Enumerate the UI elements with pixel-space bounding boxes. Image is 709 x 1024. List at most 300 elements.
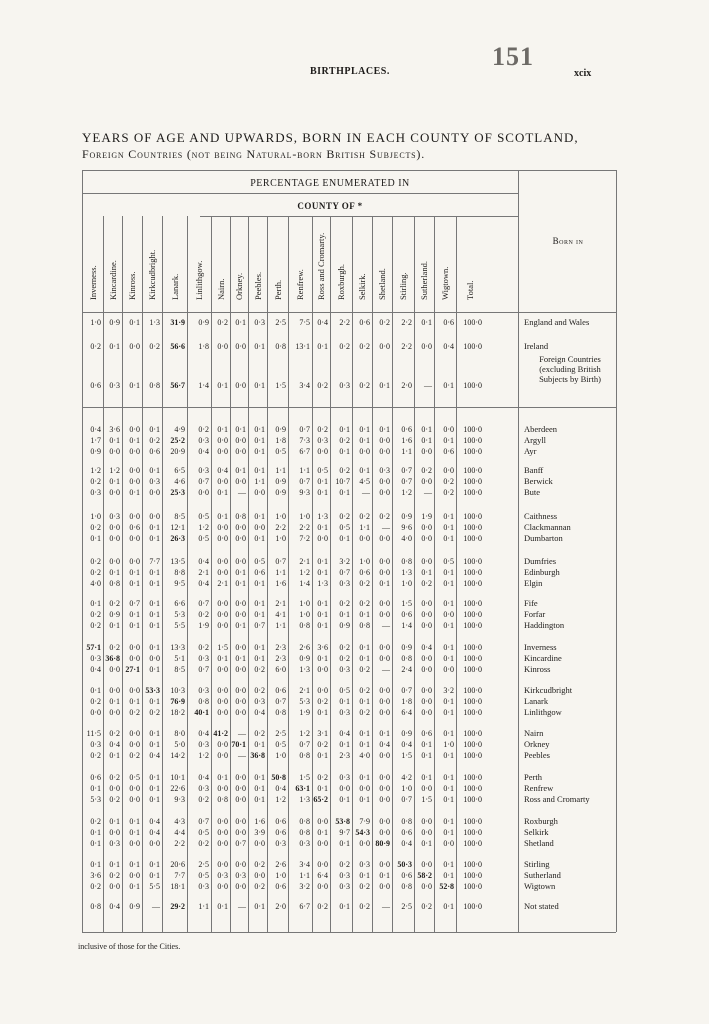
table-cell: 0·2: [317, 773, 328, 782]
table-cell: 0·0: [443, 665, 454, 674]
table-cell: 0·1: [149, 568, 160, 577]
table-cell: 0·1: [149, 643, 160, 652]
table-cell: 0·1: [359, 643, 370, 652]
table-cell: 0·0: [217, 621, 228, 630]
table-cell: 0·1: [443, 654, 454, 663]
table-cell: —: [238, 751, 246, 760]
table-cell: 0·0: [235, 643, 246, 652]
table-cell: 100·0: [463, 579, 482, 588]
table-cell: 100·0: [463, 534, 482, 543]
table-cell: 0·2: [254, 860, 265, 869]
table-cell: 0·0: [421, 447, 432, 456]
table-cell: 1·1: [275, 466, 286, 475]
table-cell: 0·8: [299, 828, 310, 837]
table-cell: 0·1: [254, 381, 265, 390]
table-row: [82, 578, 616, 589]
table-cell: 0·1: [217, 902, 228, 911]
table-cell: 0·0: [317, 839, 328, 848]
table-cell: 0·0: [443, 466, 454, 475]
table-cell: 1·0: [275, 534, 286, 543]
table-cell: 0·7: [198, 477, 209, 486]
birthplace-label: Ross and Cromarty: [524, 794, 590, 804]
column-header-label: Lanark.: [169, 273, 180, 300]
table-cell: 0·1: [379, 579, 390, 588]
table-cell: 0·1: [317, 523, 328, 532]
table-cell: 0·2: [90, 621, 101, 630]
table-cell: 5·0: [174, 740, 185, 749]
table-cell: 0·8: [109, 579, 120, 588]
table-cell: 6·5: [174, 466, 185, 475]
table-cell: 13·3: [170, 643, 185, 652]
table-cell: 7·7: [149, 557, 160, 566]
table-cell: 0·1: [443, 523, 454, 532]
table-cell: 0·2: [339, 643, 350, 652]
table-cell: 0·2: [198, 643, 209, 652]
table-cell: 0·0: [317, 665, 328, 674]
table-cell: 0·0: [217, 784, 228, 793]
table-cell: 100·0: [463, 447, 482, 456]
table-cell: 4·6: [174, 477, 185, 486]
table-cell: 0·9: [401, 512, 412, 521]
table-cell: 0·8: [401, 557, 412, 566]
table-cell: 0·0: [339, 784, 350, 793]
table-row: [82, 838, 616, 849]
table-cell: 0·0: [235, 436, 246, 445]
column-header: [187, 224, 211, 310]
table-cell: 10·1: [170, 773, 185, 782]
table-cell: 10·3: [170, 686, 185, 695]
table-cell: 0·2: [90, 610, 101, 619]
table-cell: 0·3: [317, 436, 328, 445]
table-cell: 0·3: [339, 381, 350, 390]
table-row: [82, 511, 616, 522]
table-cell: 2·3: [339, 751, 350, 760]
table-cell: 0·1: [339, 534, 350, 543]
table-cell: 0·7: [129, 599, 140, 608]
table-cell: 0·1: [443, 512, 454, 521]
table-cell: 0·4: [339, 729, 350, 738]
table-cell: 0·4: [443, 342, 454, 351]
table-cell: 0·0: [317, 447, 328, 456]
table-cell: 0·2: [359, 882, 370, 891]
table-cell: 65·2: [313, 795, 328, 804]
table-cell: 0·9: [275, 425, 286, 434]
table-cell: 1·2: [109, 466, 120, 475]
table-cell: 0·8: [275, 708, 286, 717]
table-cell: 0·1: [317, 610, 328, 619]
table-cell: 1·2: [275, 795, 286, 804]
table-cell: 100·0: [463, 817, 482, 826]
table-cell: 0·2: [359, 599, 370, 608]
table-cell: 0·2: [317, 740, 328, 749]
table-cell: 1·9: [299, 708, 310, 717]
table-heading-line-2: Foreign Countries (not being Natural-born British Subjects).: [82, 147, 426, 161]
table-cell: 29·2: [170, 902, 185, 911]
table-cell: 3·2: [339, 557, 350, 566]
table-cell: 1·4: [299, 579, 310, 588]
table-cell: 0·5: [275, 740, 286, 749]
table-cell: 0·2: [198, 425, 209, 434]
table-cell: 0·0: [379, 697, 390, 706]
banner-rule: [82, 193, 518, 194]
table-cell: 2·2: [174, 839, 185, 848]
table-cell: 0·1: [235, 579, 246, 588]
table-cell: 0·1: [129, 610, 140, 619]
table-cell: 0·1: [149, 665, 160, 674]
table-cell: 57·1: [86, 643, 101, 652]
table-cell: 0·1: [149, 860, 160, 869]
table-cell: 1·3: [299, 665, 310, 674]
table-cell: 9·3: [174, 795, 185, 804]
table-row: [82, 620, 616, 631]
table-cell: 0·6: [401, 610, 412, 619]
table-cell: 0·1: [421, 751, 432, 760]
table-cell: 0·1: [379, 425, 390, 434]
table-cell: 0·0: [217, 534, 228, 543]
column-header-label: Sutherland.: [419, 261, 429, 300]
table-cell: 100·0: [463, 773, 482, 782]
table-cell: 0·0: [235, 708, 246, 717]
table-cell: 0·1: [254, 512, 265, 521]
table-cell: 0·2: [421, 902, 432, 911]
table-cell: 0·8: [401, 882, 412, 891]
table-cell: 0·1: [443, 599, 454, 608]
table-cell: 0·1: [359, 610, 370, 619]
table-cell: 1·1: [299, 871, 310, 880]
table-cell: 0·1: [359, 773, 370, 782]
table-cell: 0·8: [90, 902, 101, 911]
table-cell: 0·2: [109, 795, 120, 804]
table-cell: 2·3: [275, 654, 286, 663]
table-cell: 0·6: [90, 773, 101, 782]
birthplace-label: Edinburgh: [524, 567, 560, 577]
table-row: [82, 476, 616, 487]
table-row: [82, 598, 616, 609]
table-cell: 0·0: [217, 342, 228, 351]
table-cell: 0·1: [149, 773, 160, 782]
table-row: [82, 522, 616, 533]
table-cell: 0·0: [129, 447, 140, 456]
table-cell: 0·1: [339, 839, 350, 848]
table-bottom-rule: [82, 932, 616, 933]
table-cell: 0·4: [149, 828, 160, 837]
table-cell: 0·0: [421, 557, 432, 566]
table-cell: 3·4: [299, 860, 310, 869]
table-cell: 25·3: [170, 488, 185, 497]
table-cell: 0·1: [443, 860, 454, 869]
table-cell: 0·1: [90, 599, 101, 608]
table-cell: 0·3: [198, 466, 209, 475]
table-cell: 0·0: [235, 342, 246, 351]
table-cell: 1·5: [421, 795, 432, 804]
table-cell: 0·1: [443, 828, 454, 837]
table-cell: 0·0: [198, 488, 209, 497]
table-cell: 0·0: [359, 534, 370, 543]
table-cell: 0·2: [317, 697, 328, 706]
table-cell: —: [238, 729, 246, 738]
table-cell: 0·6: [275, 686, 286, 695]
table-cell: 0·0: [421, 882, 432, 891]
table-cell: 0·2: [339, 436, 350, 445]
table-cell: 10·7: [335, 477, 350, 486]
table-cell: 18·1: [170, 882, 185, 891]
table-cell: 0·1: [421, 740, 432, 749]
table-cell: —: [424, 381, 432, 390]
table-cell: 0·2: [339, 512, 350, 521]
table-cell: 0·1: [421, 839, 432, 848]
table-cell: 0·1: [129, 318, 140, 327]
table-row: [82, 696, 616, 707]
column-header: [414, 224, 434, 310]
table-cell: 0·0: [379, 447, 390, 456]
table-cell: 0·2: [359, 708, 370, 717]
table-cell: 2·2: [299, 523, 310, 532]
birthplace-label: Not stated: [524, 901, 559, 911]
table-cell: 0·0: [254, 488, 265, 497]
table-cell: 0·0: [317, 882, 328, 891]
table-cell: 0·3: [109, 381, 120, 390]
table-cell: 100·0: [463, 697, 482, 706]
table-cell: 0·2: [339, 342, 350, 351]
table-cell: 0·1: [317, 599, 328, 608]
table-cell: 0·9: [129, 902, 140, 911]
table-cell: 0·0: [235, 828, 246, 837]
table-cell: 0·2: [149, 436, 160, 445]
table-cell: 0·2: [109, 773, 120, 782]
table-cell: 1·2: [198, 523, 209, 532]
table-cell: 0·9: [275, 488, 286, 497]
table-cell: 100·0: [463, 902, 482, 911]
table-cell: 0·1: [359, 654, 370, 663]
table-cell: 0·0: [109, 828, 120, 837]
table-cell: 1·8: [198, 342, 209, 351]
table-cell: 100·0: [463, 686, 482, 695]
table-row: [82, 881, 616, 892]
column-header-label: Perth.: [272, 279, 283, 300]
table-cell: 9·6: [401, 523, 412, 532]
table-cell: —: [238, 488, 246, 497]
table-cell: 0·6: [359, 568, 370, 577]
table-cell: 1·2: [198, 751, 209, 760]
table-cell: 0·2: [90, 557, 101, 566]
table-cell: 0·0: [129, 784, 140, 793]
table-cell: 0·3: [109, 512, 120, 521]
table-cell: 0·0: [217, 599, 228, 608]
table-row: [82, 487, 616, 498]
table-cell: 0·1: [149, 740, 160, 749]
table-cell: 0·0: [421, 828, 432, 837]
table-cell: 0·0: [235, 381, 246, 390]
table-row: [82, 816, 616, 827]
table-cell: 0·0: [359, 784, 370, 793]
table-cell: 0·1: [149, 871, 160, 880]
table-cell: 0·0: [217, 447, 228, 456]
table-cell: 9·7: [339, 828, 350, 837]
table-row: [82, 609, 616, 620]
table-cell: 0·1: [443, 534, 454, 543]
table-cell: —: [382, 902, 390, 911]
birthplace-label: Renfrew: [524, 783, 554, 793]
table-cell: 1·2: [90, 466, 101, 475]
table-cell: 1·3: [149, 318, 160, 327]
table-cell: 2·5: [401, 902, 412, 911]
table-cell: 36·8: [250, 751, 265, 760]
table-cell: 0·0: [149, 839, 160, 848]
table-cell: 0·1: [149, 599, 160, 608]
table-cell: 0·9: [90, 447, 101, 456]
table-cell: 0·7: [299, 740, 310, 749]
table-cell: 0·0: [217, 610, 228, 619]
table-cell: 5·3: [174, 610, 185, 619]
table-cell: 0·0: [217, 665, 228, 674]
table-cell: 0·4: [90, 665, 101, 674]
table-cell: 0·2: [149, 342, 160, 351]
table-cell: 0·2: [339, 860, 350, 869]
table-cell: 0·1: [254, 342, 265, 351]
table-cell: 0·0: [235, 817, 246, 826]
table-cell: 0·1: [149, 466, 160, 475]
table-cell: 100·0: [463, 708, 482, 717]
footnote: inclusive of those for the Cities.: [78, 942, 181, 951]
table-row: [82, 653, 616, 664]
table-cell: 0·0: [235, 773, 246, 782]
table-cell: 0·3: [90, 654, 101, 663]
table-cell: 0·0: [217, 817, 228, 826]
table-cell: 0·1: [235, 318, 246, 327]
table-cell: 0·6: [149, 447, 160, 456]
table-cell: 0·0: [379, 477, 390, 486]
table-cell: 0·0: [235, 795, 246, 804]
table-cell: 1·5: [217, 643, 228, 652]
table-cell: 0·5: [443, 557, 454, 566]
table-cell: 0·0: [129, 654, 140, 663]
table-cell: 0·0: [217, 436, 228, 445]
table-cell: 1·6: [275, 579, 286, 588]
birthplace-label: Banff: [524, 465, 544, 475]
table-cell: 0·9: [401, 643, 412, 652]
table-cell: 0·3: [339, 579, 350, 588]
table-cell: 0·1: [317, 568, 328, 577]
table-cell: 0·2: [359, 579, 370, 588]
table-cell: 0·3: [339, 708, 350, 717]
table-cell: 8·5: [174, 665, 185, 674]
column-header-label: Nairn.: [215, 278, 226, 300]
birthplace-label: Forfar: [524, 609, 546, 619]
table-cell: 0·1: [317, 621, 328, 630]
table-cell: 0·6: [254, 568, 265, 577]
table-cell: 76·9: [170, 697, 185, 706]
table-row: [82, 783, 616, 794]
table-cell: 0·7: [275, 697, 286, 706]
table-cell: 100·0: [463, 740, 482, 749]
table-cell: 0·1: [217, 381, 228, 390]
table-cell: 0·9: [109, 610, 120, 619]
table-cell: 0·1: [129, 381, 140, 390]
table-cell: 0·1: [109, 751, 120, 760]
table-cell: —: [238, 902, 246, 911]
table-cell: 0·1: [149, 425, 160, 434]
table-cell: 100·0: [463, 425, 482, 434]
table-cell: 100·0: [463, 436, 482, 445]
table-cell: 0·0: [379, 643, 390, 652]
table-cell: 0·1: [339, 425, 350, 434]
table-cell: 0·1: [443, 436, 454, 445]
column-header-label: Renfrew.: [295, 269, 305, 300]
table-cell: 0·1: [339, 447, 350, 456]
table-cell: 0·7: [198, 665, 209, 674]
table-cell: 0·2: [254, 729, 265, 738]
birthplace-label: Dumfries: [524, 556, 557, 566]
table-cell: 0·0: [379, 795, 390, 804]
table-cell: 0·0: [421, 523, 432, 532]
table-cell: 0·0: [129, 729, 140, 738]
table-cell: 0·1: [359, 729, 370, 738]
table-cell: 0·3: [217, 871, 228, 880]
birthplace-label: Fife: [524, 598, 538, 608]
table-cell: 0·2: [443, 477, 454, 486]
table-cell: 0·1: [443, 621, 454, 630]
table-cell: 0·1: [129, 828, 140, 837]
table-cell: 0·1: [254, 447, 265, 456]
table-cell: 0·0: [254, 839, 265, 848]
table-cell: 56·7: [170, 381, 185, 390]
table-cell: 0·1: [339, 740, 350, 749]
table-cell: 100·0: [463, 523, 482, 532]
table-cell: 2·1: [299, 557, 310, 566]
table-cell: 100·0: [463, 512, 482, 521]
table-cell: 0·1: [359, 795, 370, 804]
table-cell: 0·0: [359, 447, 370, 456]
table-cell: 0·2: [90, 697, 101, 706]
table-cell: 4·9: [174, 425, 185, 434]
table-cell: 0·1: [379, 871, 390, 880]
table-cell: 0·1: [235, 466, 246, 475]
table-cell: 0·0: [235, 860, 246, 869]
table-row: [82, 533, 616, 544]
table-cell: 0·0: [129, 425, 140, 434]
table-cell: 0·4: [149, 751, 160, 760]
table-cell: 3·6: [109, 425, 120, 434]
birthplace-label: Caithness: [524, 511, 558, 521]
column-header: [103, 224, 122, 310]
table-cell: 0·3: [235, 871, 246, 880]
table-cell: 1·0: [90, 318, 101, 327]
table-cell: 0·1: [90, 828, 101, 837]
table-cell: 6·7: [299, 447, 310, 456]
table-cell: 0·0: [129, 342, 140, 351]
table-cell: 100·0: [463, 610, 482, 619]
column-header-label: Kincardine.: [107, 260, 118, 300]
table-cell: 0·1: [235, 654, 246, 663]
page-number: xcix: [574, 68, 592, 79]
table-cell: 0·3: [198, 784, 209, 793]
table-cell: 0·2: [359, 381, 370, 390]
table-cell: 0·2: [379, 512, 390, 521]
table-cell: 0·4: [379, 740, 390, 749]
table-cell: 0·1: [254, 643, 265, 652]
table-cell: 0·1: [317, 708, 328, 717]
table-cell: 54·3: [355, 828, 370, 837]
table-cell: 2·2: [275, 523, 286, 532]
table-cell: 1·5: [275, 381, 286, 390]
table-cell: 0·1: [149, 697, 160, 706]
table-cell: 0·1: [217, 425, 228, 434]
table-cell: 0·1: [443, 773, 454, 782]
table-cell: 0·1: [379, 381, 390, 390]
table-cell: 3·2: [443, 686, 454, 695]
birthplace-label: Roxburgh: [524, 816, 558, 826]
table-cell: 0·2: [317, 902, 328, 911]
